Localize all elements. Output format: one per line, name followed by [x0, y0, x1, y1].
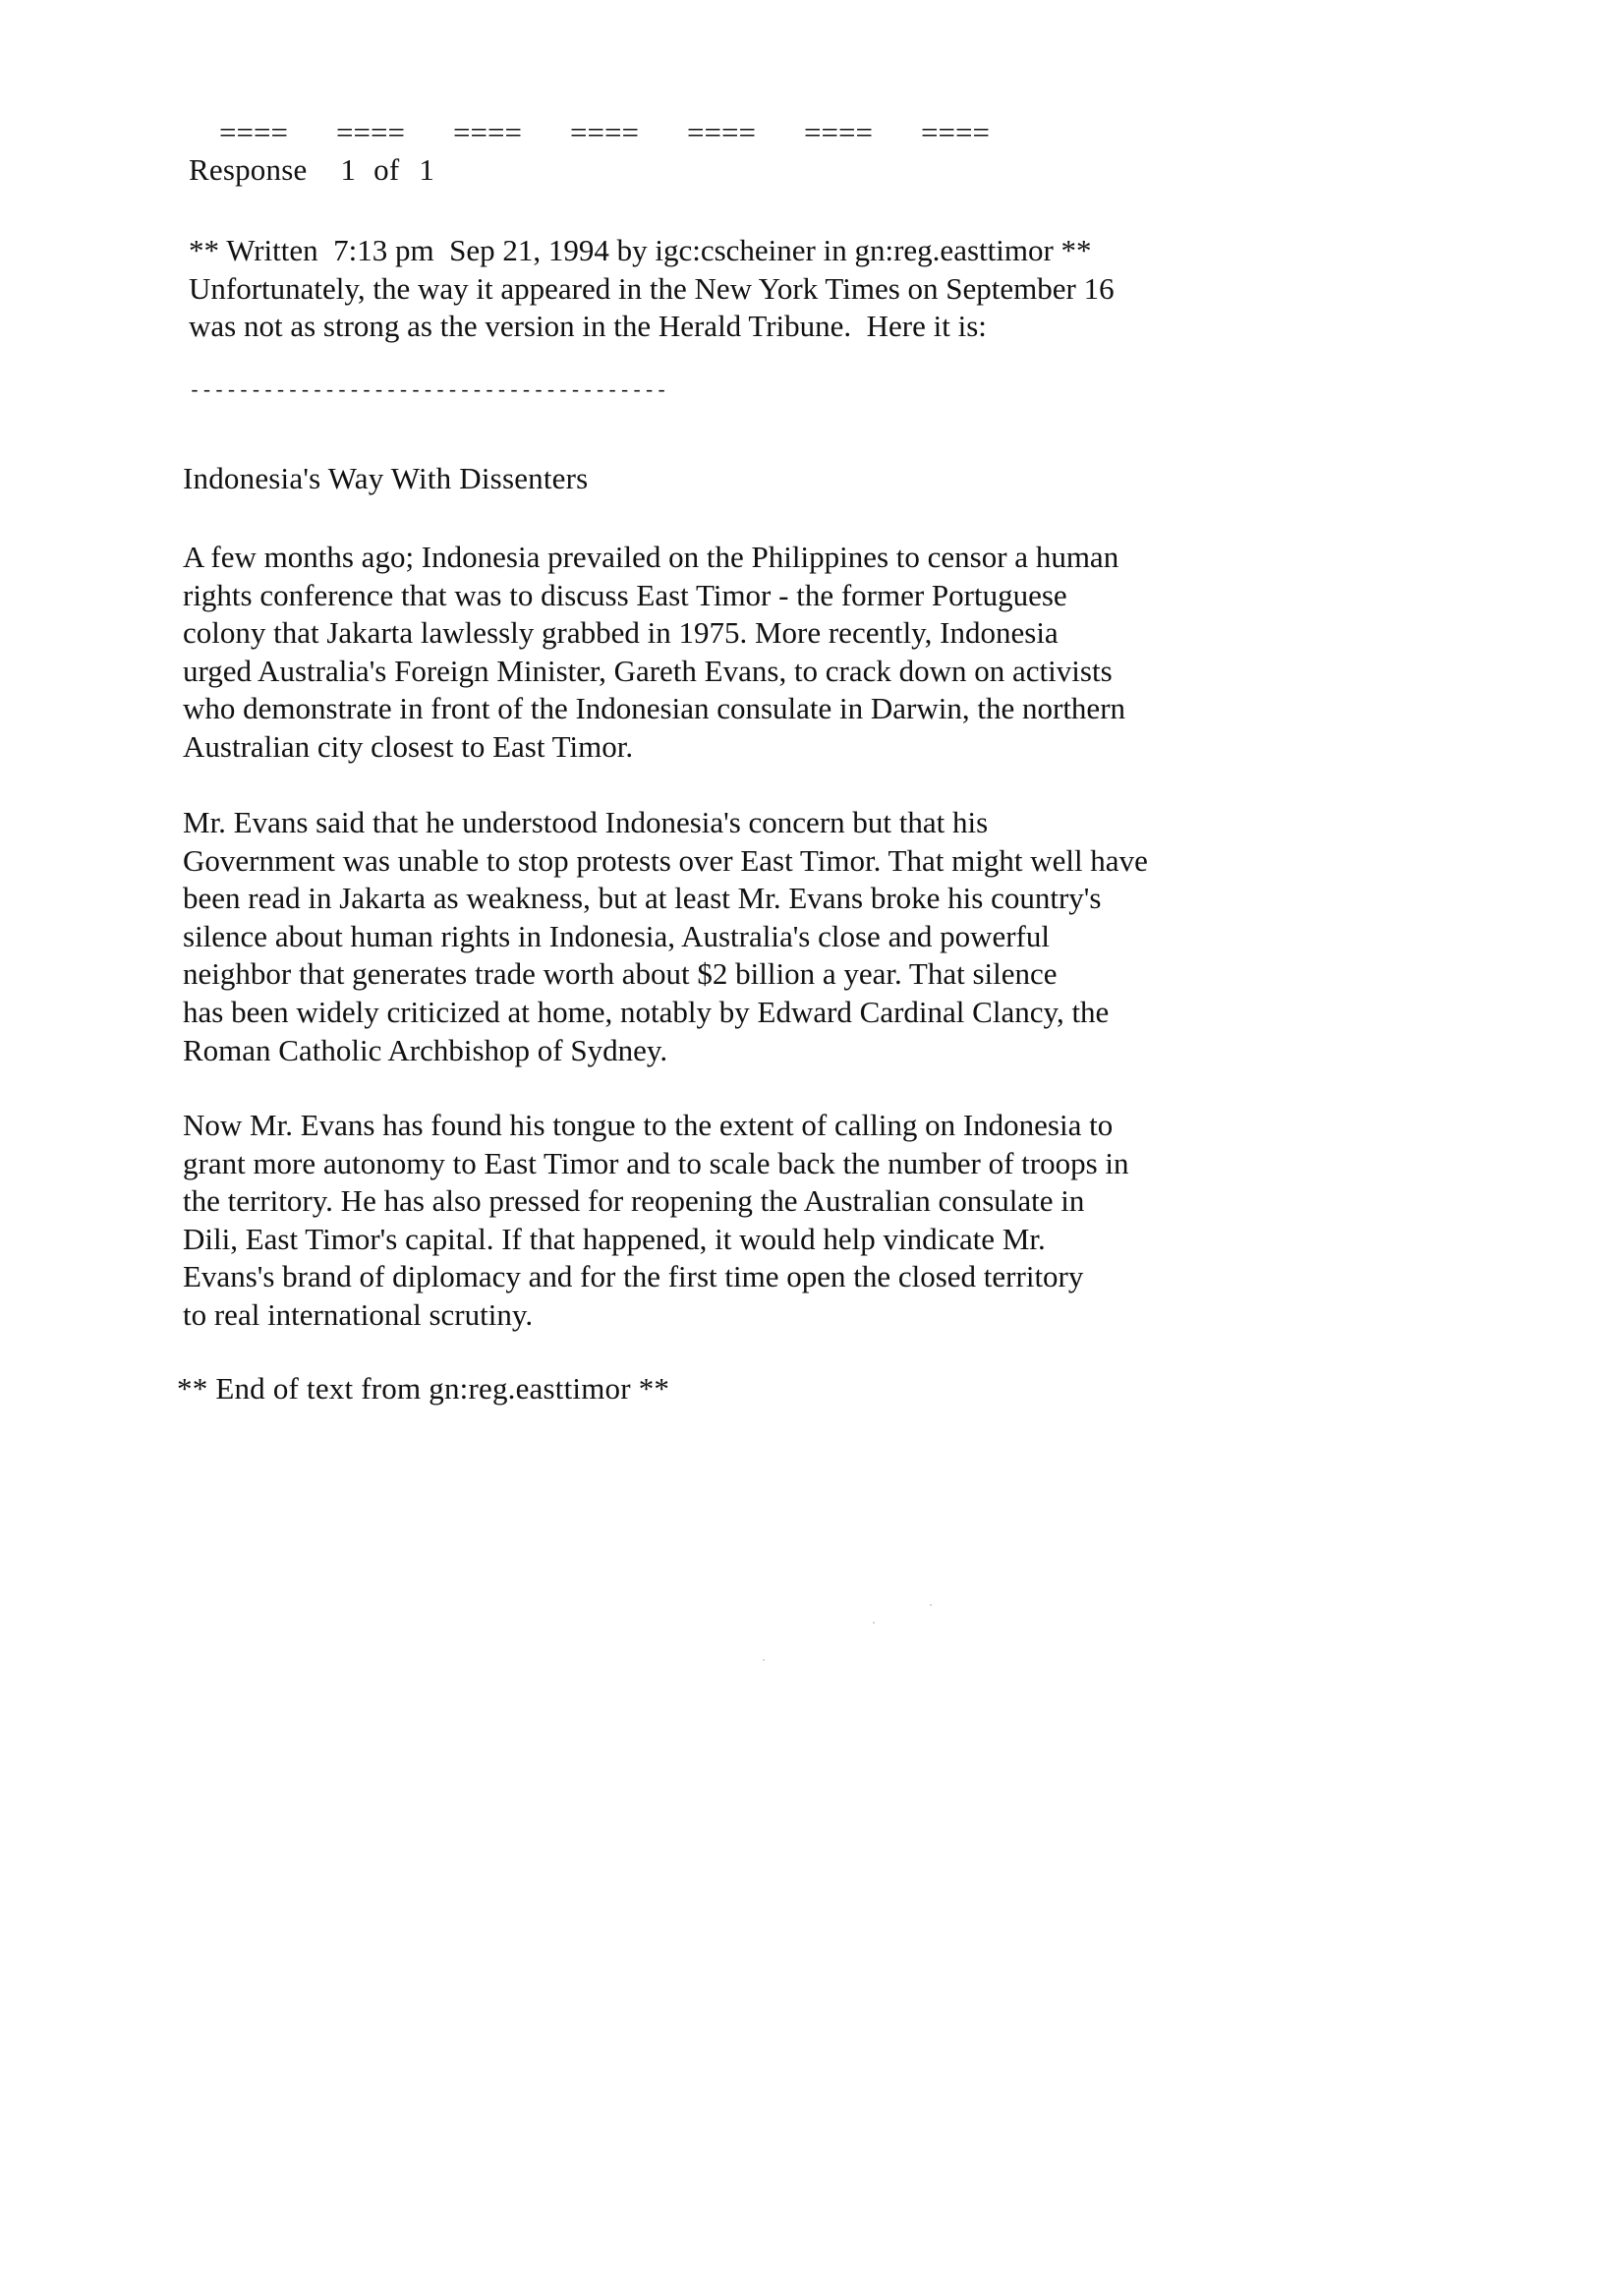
- paragraph-line: the territory. He has also pressed for reopening the Australian consulate in: [183, 1183, 1085, 1219]
- paragraph-line: Now Mr. Evans has found his tongue to the extent of calling on Indonesia to: [183, 1108, 1114, 1142]
- response-total: 1: [419, 152, 435, 187]
- article-title: Indonesia's Way With Dissenters: [183, 461, 589, 495]
- response-counter: [189, 151, 434, 189]
- separator: ====: [921, 115, 990, 149]
- paragraph-line: grant more autonomy to East Timor and to scale back the number of troops in: [183, 1145, 1129, 1180]
- separator: ====: [336, 115, 405, 149]
- separator: ====: [804, 115, 873, 149]
- separator: ====: [687, 115, 756, 149]
- response-index: 1: [340, 152, 357, 187]
- dash-rule: ---------------------------------------: [189, 380, 668, 403]
- paragraph-line: to real international scrutiny.: [183, 1296, 534, 1332]
- paragraph-line: rights conference that was to discuss East Timor - the former Portuguese: [183, 577, 1067, 612]
- response-of: of: [373, 152, 400, 187]
- paragraph-line: urged Australia's Foreign Minister, Gareth Evans, to crack down on activists: [183, 653, 1113, 688]
- paragraph-line: neighbor that generates trade worth about $2 billion a year. That silence: [183, 956, 1058, 992]
- separator: ====: [453, 115, 522, 149]
- paragraph-line: been read in Jakarta as weakness, but at least Mr. Evans broke his country's: [183, 881, 1102, 916]
- response-label: Response: [189, 152, 308, 187]
- article-paragraph-1: [183, 539, 1125, 767]
- paragraph-line: A few months ago; Indonesia prevailed on the Philippines to censor a human: [183, 540, 1119, 574]
- scan-speck: [873, 1622, 875, 1624]
- scan-speck: [763, 1659, 765, 1661]
- paragraph-line: Dili, East Timor's capital. If that happened, it would help vindicate Mr.: [183, 1221, 1046, 1256]
- scan-speck: [930, 1604, 932, 1606]
- end-of-text: ** End of text from gn:reg.easttimor **: [177, 1371, 670, 1406]
- paragraph-line: Evans's brand of diplomacy and for the first time open the closed territory: [183, 1259, 1084, 1294]
- separator: ====: [570, 115, 639, 149]
- paragraph-line: Australian city closest to East Timor.: [183, 728, 634, 764]
- paragraph-line: who demonstrate in front of the Indonesian consulate in Darwin, the northern: [183, 691, 1126, 726]
- article-paragraph-3: [183, 1107, 1129, 1335]
- intro-line: was not as strong as the version in the Herald Tribune. Here it is:: [189, 309, 987, 344]
- intro-line: Unfortunately, the way it appeared in the New York Times on September 16: [189, 270, 1115, 306]
- separator: ====: [219, 115, 288, 149]
- paragraph-line: Government was unable to stop protests over East Timor. That might well have: [183, 842, 1148, 878]
- paragraph-line: Roman Catholic Archbishop of Sydney.: [183, 1032, 668, 1067]
- post-intro: [189, 232, 1115, 346]
- paragraph-line: Mr. Evans said that he understood Indonesia's concern but that his: [183, 805, 989, 839]
- intro-line: ** Written 7:13 pm Sep 21, 1994 by igc:cscheiner in gn:reg.easttimor **: [189, 233, 1092, 267]
- paragraph-line: colony that Jakarta lawlessly grabbed in 1975. More recently, Indonesia: [183, 615, 1059, 651]
- paragraph-line: has been widely criticized at home, notably by Edward Cardinal Clancy, the: [183, 994, 1110, 1029]
- article-paragraph-2: [183, 804, 1148, 1069]
- paragraph-line: silence about human rights in Indonesia, Australia's close and powerful: [183, 918, 1050, 953]
